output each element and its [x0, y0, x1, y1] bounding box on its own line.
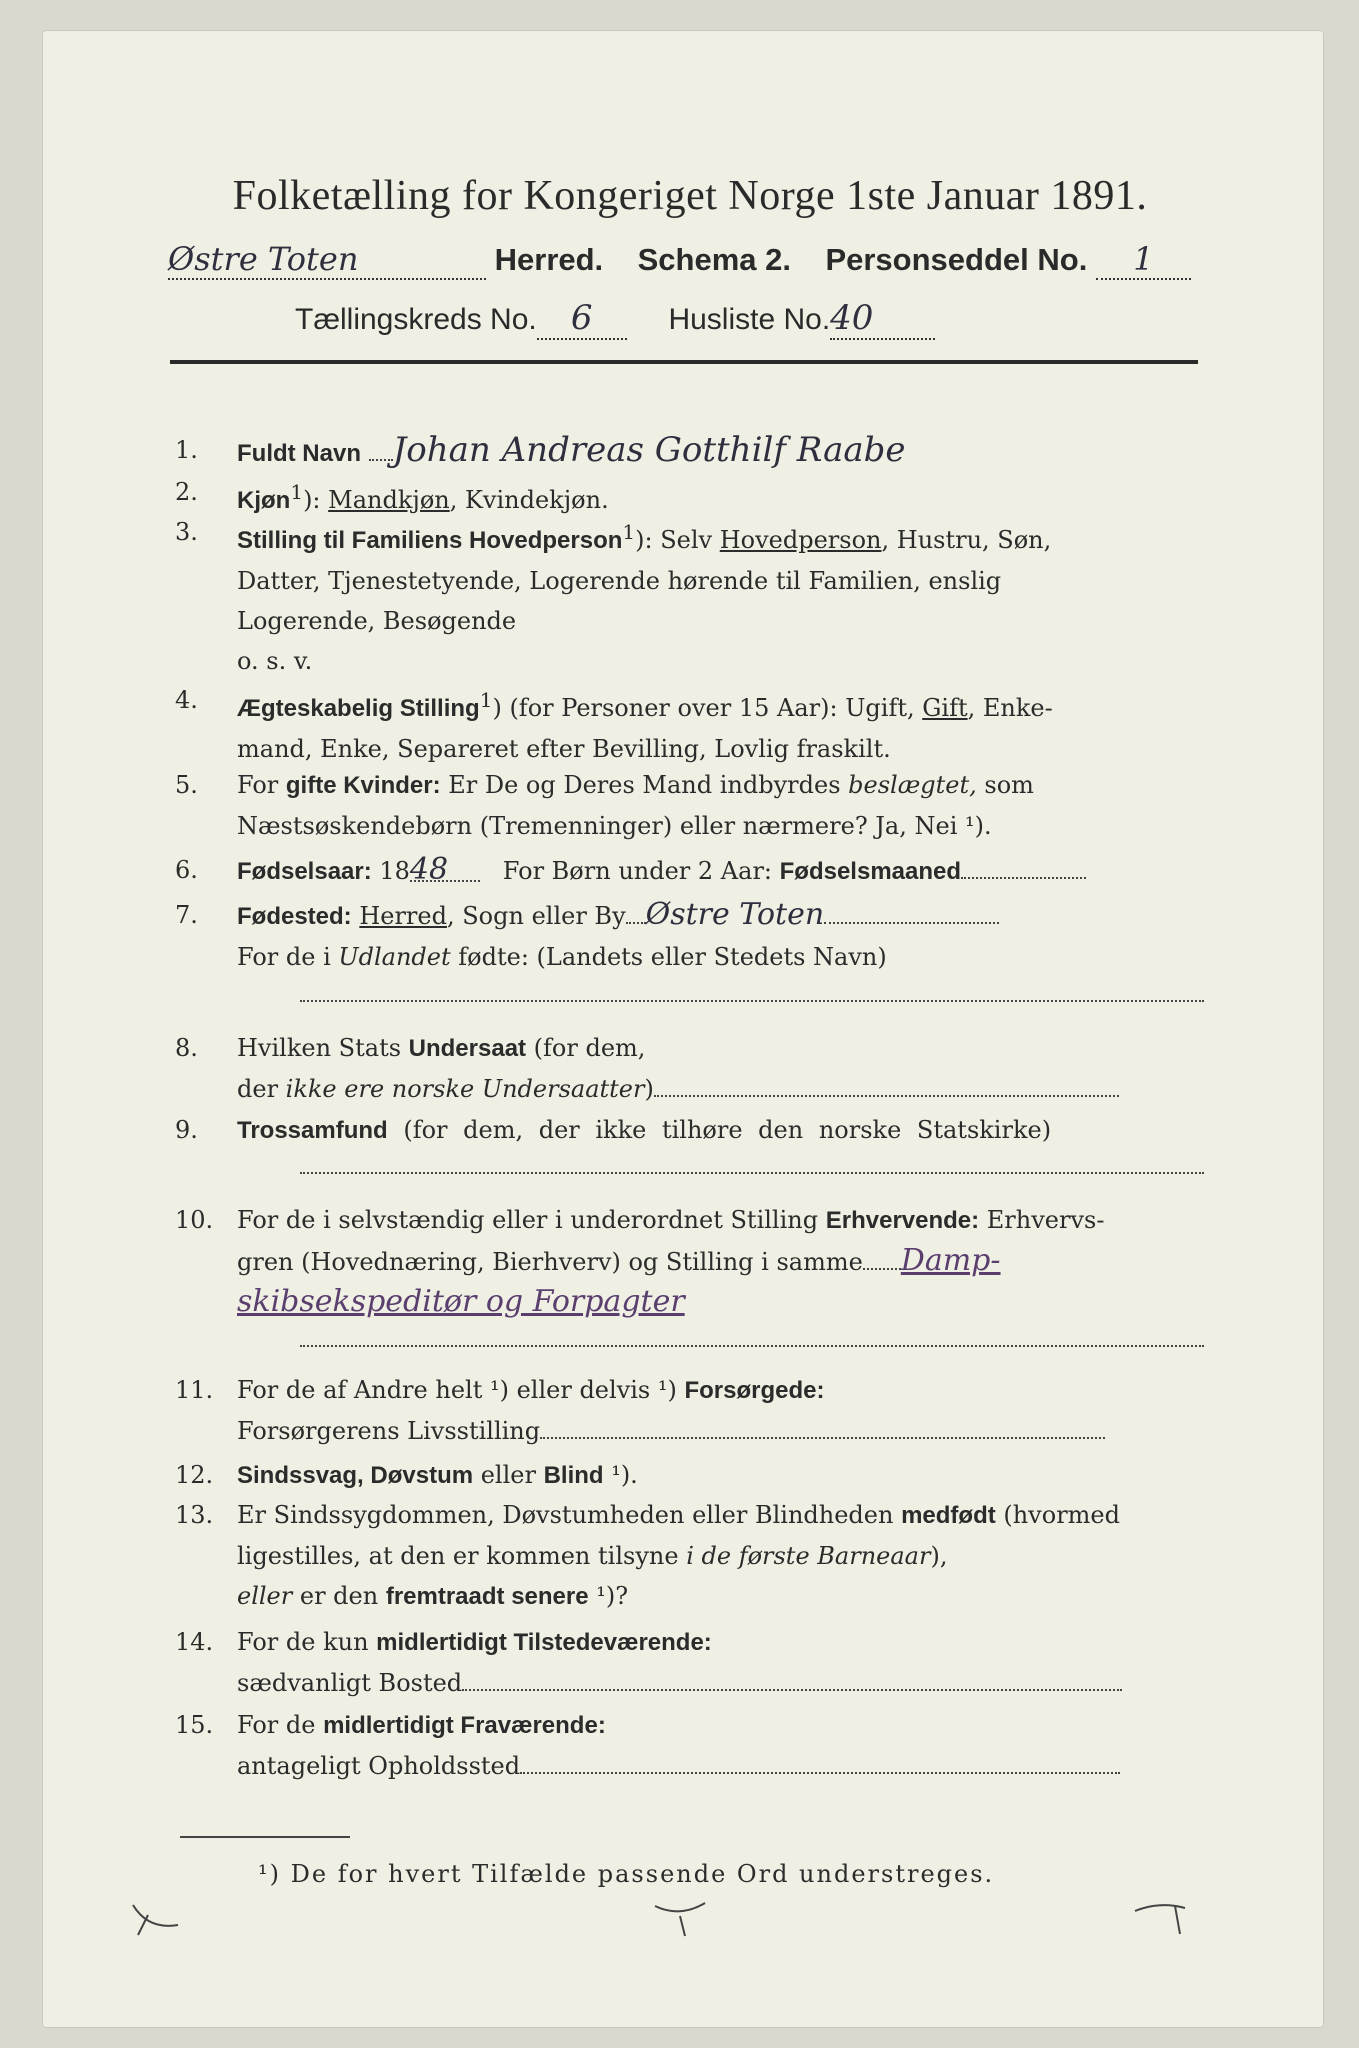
- question-number: 2.: [175, 478, 198, 506]
- question-text: eller: [473, 1461, 544, 1489]
- personseddel-label: Personseddel No.: [825, 242, 1088, 277]
- selected-option: Hovedperson: [719, 526, 882, 554]
- corner-mark: [650, 1898, 710, 1938]
- question-text: , Hustru, Søn,: [881, 526, 1052, 554]
- birth-year-answer: 48: [410, 850, 480, 882]
- husliste-label: Husliste No.: [668, 303, 831, 336]
- question-label: Fødested:: [237, 903, 352, 930]
- question-13: [175, 1495, 1205, 1620]
- selected-option: Herred: [359, 902, 447, 930]
- question-number: 9.: [175, 1116, 198, 1144]
- question-label: medfødt: [901, 1502, 996, 1529]
- footnote-ref: 1: [290, 480, 304, 504]
- question-text: (for dem, der ikke tilhøre den norske Statskirke): [387, 1116, 1052, 1144]
- question-text: ¹)?: [588, 1582, 629, 1610]
- question-text: ): [644, 1075, 654, 1103]
- question-number: 8.: [175, 1034, 198, 1062]
- question-text: For de i selvstændig eller i underordnet Stilling: [237, 1206, 826, 1234]
- question-text: , Sogn eller By: [446, 902, 626, 930]
- footnote: ¹) De for hvert Tilfælde passende Ord understreges.: [258, 1860, 995, 1888]
- question-10: [175, 1200, 1205, 1330]
- question-text: Erhvervs-: [979, 1206, 1105, 1234]
- header-divider: [170, 360, 1198, 364]
- question-text: der: [237, 1075, 286, 1103]
- schema-label: Schema 2.: [637, 242, 791, 277]
- question-label: Undersaat: [408, 1035, 527, 1062]
- full-name-answer: Johan Andreas Gotthilf Raabe: [392, 430, 906, 470]
- question-label: Ægteskabelig Stilling: [237, 695, 480, 722]
- header-line-herred: [168, 240, 1208, 290]
- question-text: (for dem,: [526, 1034, 646, 1062]
- question-text: For Børn under 2 Aar:: [502, 857, 780, 885]
- question-text: Datter, Tjenestetyende, Logerende hørende til Familien, enslig: [237, 567, 1002, 595]
- question-text: For de kun: [237, 1628, 377, 1656]
- answer-line: [300, 1345, 1204, 1347]
- question-text: er den: [292, 1582, 386, 1610]
- question-label: Fødselsaar:: [237, 858, 372, 885]
- question-text: ) (for Personer over 15 Aar): Ugift,: [492, 694, 923, 722]
- question-label: Fuldt Navn: [237, 440, 361, 467]
- question-5: [175, 765, 1205, 845]
- question-text: Næstsøskendebørn (Tremenninger) eller nærmere? Ja, Nei ¹).: [237, 812, 992, 840]
- answer-line: [300, 1172, 1204, 1174]
- question-7: [175, 895, 1205, 975]
- herred-label: Herred.: [494, 242, 604, 277]
- occupation-answer: skibsekspeditør og Forpagter: [237, 1284, 685, 1319]
- question-text: som: [976, 771, 1034, 799]
- question-number: 11.: [175, 1376, 214, 1404]
- footnote-divider: [180, 1836, 350, 1838]
- question-text: ¹).: [603, 1461, 638, 1489]
- question-text: Er De og Deres Mand indbyrdes: [440, 771, 849, 799]
- question-text: beslægtet,: [848, 771, 977, 799]
- question-label: midlertidigt Tilstedeværende:: [376, 1629, 712, 1656]
- question-text: sædvanligt Bosted: [237, 1669, 463, 1697]
- question-label: Forsørgede:: [684, 1377, 825, 1404]
- question-text: fødte: (Landets eller Stedets Navn): [450, 943, 887, 971]
- question-number: 10.: [175, 1206, 214, 1234]
- selected-option: Gift: [922, 694, 968, 722]
- question-label: Stilling til Familiens Hovedperson: [237, 527, 623, 554]
- question-15: [175, 1705, 1205, 1785]
- question-text: Forsørgerens Livsstilling: [237, 1417, 541, 1445]
- birthplace-answer: Østre Toten: [645, 897, 825, 932]
- herred-value: Østre Toten: [168, 240, 486, 280]
- question-label: Sindssvag, Døvstum: [237, 1462, 474, 1489]
- kreds-value: 6: [537, 298, 627, 340]
- question-label: Trossamfund: [237, 1117, 388, 1144]
- husliste-value: 40: [830, 298, 935, 340]
- question-text: ): Selv: [635, 526, 720, 554]
- question-label: Erhvervende:: [825, 1207, 980, 1234]
- occupation-answer: Damp-: [900, 1243, 1001, 1278]
- question-text: , Kvindekjøn.: [449, 486, 609, 514]
- question-number: 13.: [175, 1501, 214, 1529]
- question-number: 7.: [175, 901, 198, 929]
- question-text: Logerende, Besøgende: [237, 607, 517, 635]
- question-number: 12.: [175, 1461, 214, 1489]
- question-4: 4. Ægteskabelig Stilling$^1$) (for Personer over 15 Aar): Ugift, Gift, Enke- mand, Enke, Separeret efter Bevilling, Lovlig fraskilt.: [175, 680, 1205, 760]
- question-number: 15.: [175, 1711, 214, 1739]
- question-14: [175, 1622, 1205, 1702]
- question-number: 4.: [175, 686, 198, 714]
- question-text: o. s. v.: [237, 647, 313, 675]
- question-text: i de første Barneaar: [686, 1542, 931, 1570]
- question-text: For de af Andre helt ¹) eller delvis ¹): [237, 1376, 685, 1404]
- question-text: Er Sindssygdommen, Døvstumheden eller Blindheden: [237, 1501, 902, 1529]
- question-text: , Enke-: [967, 694, 1053, 722]
- corner-mark: [128, 1900, 188, 1940]
- question-number: 6.: [175, 856, 198, 884]
- kreds-label: Tællingskreds No.: [295, 303, 537, 336]
- question-text: For: [237, 771, 286, 799]
- question-text: ligestilles, at den er kommen tilsyne: [237, 1542, 687, 1570]
- selected-option: Mandkjøn: [328, 486, 450, 514]
- question-text: Udlandet: [338, 943, 451, 971]
- question-label: Kjøn: [237, 487, 291, 514]
- question-label: midlertidigt Fraværende:: [323, 1712, 606, 1739]
- question-text: gren (Hovednæring, Bierhverv) og Stilling i samme: [237, 1248, 863, 1276]
- question-text: antageligt Opholdssted: [237, 1752, 521, 1780]
- question-label: Blind: [543, 1462, 604, 1489]
- question-text: ikke ere norske Undersaatter: [285, 1075, 645, 1103]
- question-text: ),: [930, 1542, 948, 1570]
- question-label: gifte Kvinder:: [285, 772, 441, 799]
- question-text: Hvilken Stats: [237, 1034, 409, 1062]
- question-text: For de i: [237, 943, 339, 971]
- question-label: Fødselsmaaned: [779, 858, 962, 885]
- question-number: 1.: [175, 436, 198, 464]
- question-11: [175, 1370, 1205, 1450]
- question-text: For de: [237, 1711, 324, 1739]
- question-text: (hvormed: [995, 1501, 1120, 1529]
- corner-mark: [1130, 1896, 1190, 1936]
- question-3: 3. Stilling til Familiens Hovedperson$^1$): Selv Hovedperson, Hustru, Søn, Datter, Tjenestetyende, Logerende hørende til Familien, enslig Logerende, Besøgende o. s. v.: [175, 512, 1205, 672]
- question-label: fremtraadt senere: [385, 1583, 589, 1610]
- form-title: Folketælling for Kongeriget Norge 1ste Januar 1891.: [232, 173, 1148, 219]
- header-line-kreds: [295, 298, 1115, 344]
- question-number: 3.: [175, 518, 198, 546]
- answer-line: [300, 1000, 1204, 1002]
- question-number: 14.: [175, 1628, 214, 1656]
- question-text: 18: [371, 857, 410, 885]
- personseddel-value: 1: [1096, 240, 1191, 280]
- question-text: eller: [237, 1582, 293, 1610]
- question-8: [175, 1028, 1205, 1108]
- question-number: 5.: [175, 771, 198, 799]
- question-text: mand, Enke, Separeret efter Bevilling, Lovlig fraskilt.: [237, 735, 891, 763]
